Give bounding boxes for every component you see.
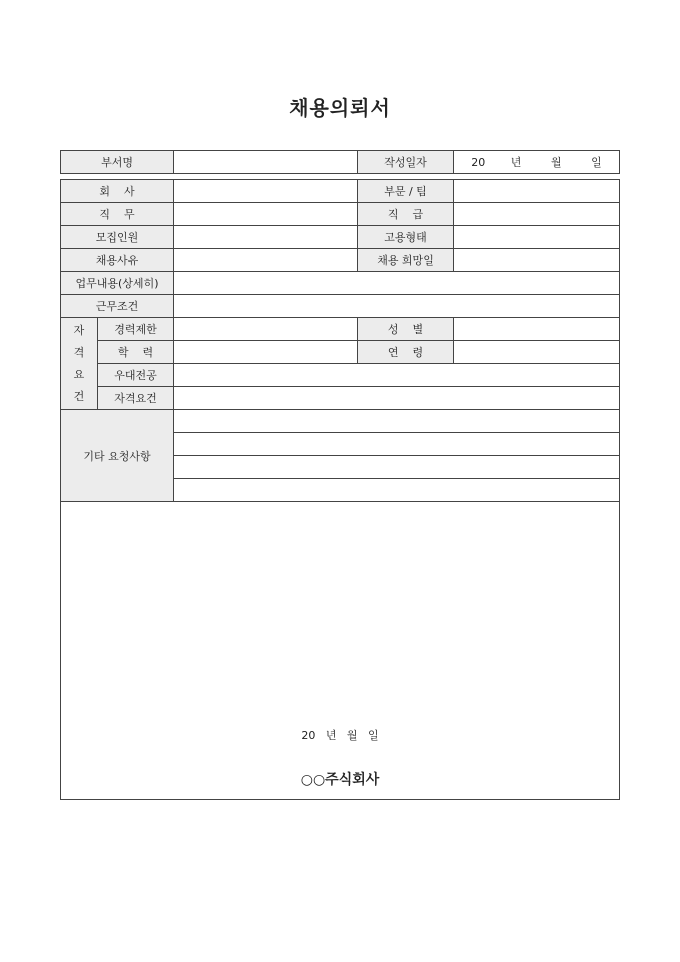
qualification-char: 건 (73, 389, 85, 403)
department-field[interactable] (174, 151, 358, 174)
date-label: 작성일자 (358, 151, 454, 174)
gender-field[interactable] (454, 318, 620, 341)
age-label: 연 령 (358, 341, 454, 364)
company-field[interactable] (174, 180, 358, 203)
gender-label: 성 별 (358, 318, 454, 341)
education-row (61, 341, 620, 364)
work-condition-label: 근무조건 (61, 295, 174, 318)
date-day-unit: 일 (591, 156, 602, 169)
hire-date-label: 채용 희망일 (358, 249, 454, 272)
other-line[interactable] (174, 410, 620, 433)
recruit-field[interactable] (174, 226, 358, 249)
team-label: 부문 / 팀 (358, 180, 454, 203)
date-year: 20 (471, 156, 486, 169)
cert-row (61, 387, 620, 410)
other-line[interactable] (174, 479, 620, 502)
signature-area (61, 502, 620, 800)
qualification-char: 요 (73, 367, 85, 381)
company-name: ○○주식회사 (300, 772, 380, 788)
career-row (61, 318, 620, 341)
bottom-date: 20 년 월 일 (301, 729, 379, 742)
reason-row (61, 249, 620, 272)
other-label: 기타 요청사항 (61, 410, 174, 502)
duty-label: 직 무 (61, 203, 174, 226)
work-detail-row (61, 272, 620, 295)
company-row (61, 180, 620, 203)
work-detail-label: 업무내용(상세히) (61, 272, 174, 295)
employment-type-field[interactable] (454, 226, 620, 249)
other-row (61, 410, 620, 433)
date-field[interactable] (454, 151, 620, 174)
rank-field[interactable] (454, 203, 620, 226)
cert-field[interactable] (174, 387, 620, 410)
major-label: 우대전공 (98, 364, 174, 387)
qualification-char: 자 (73, 323, 85, 337)
duty-row (61, 203, 620, 226)
major-row (61, 364, 620, 387)
work-detail-field[interactable] (174, 272, 620, 295)
recruit-row (61, 226, 620, 249)
age-field[interactable] (454, 341, 620, 364)
hire-date-field[interactable] (454, 249, 620, 272)
document-title: 채용의뢰서 (289, 96, 391, 120)
cert-label: 자격요건 (98, 387, 174, 410)
duty-field[interactable] (174, 203, 358, 226)
request-form (60, 150, 620, 800)
signature-row (61, 502, 620, 800)
date-year-unit: 년 (510, 156, 522, 169)
reason-label: 채용사유 (61, 249, 174, 272)
qualification-char: 격 (73, 345, 85, 359)
company-label: 회 사 (61, 180, 174, 203)
other-line[interactable] (174, 433, 620, 456)
date-month-unit: 월 (550, 156, 562, 169)
work-condition-row (61, 295, 620, 318)
team-field[interactable] (454, 180, 620, 203)
work-condition-field[interactable] (174, 295, 620, 318)
qualification-group-label (61, 318, 98, 410)
header-row (61, 151, 620, 174)
other-line[interactable] (174, 456, 620, 479)
employment-type-label: 고용형태 (358, 226, 454, 249)
career-field[interactable] (174, 318, 358, 341)
major-field[interactable] (174, 364, 620, 387)
reason-field[interactable] (174, 249, 358, 272)
education-field[interactable] (174, 341, 358, 364)
recruit-label: 모집인원 (61, 226, 174, 249)
department-label: 부서명 (61, 151, 174, 174)
rank-label: 직 급 (358, 203, 454, 226)
education-label: 학 력 (98, 341, 174, 364)
career-label: 경력제한 (98, 318, 174, 341)
